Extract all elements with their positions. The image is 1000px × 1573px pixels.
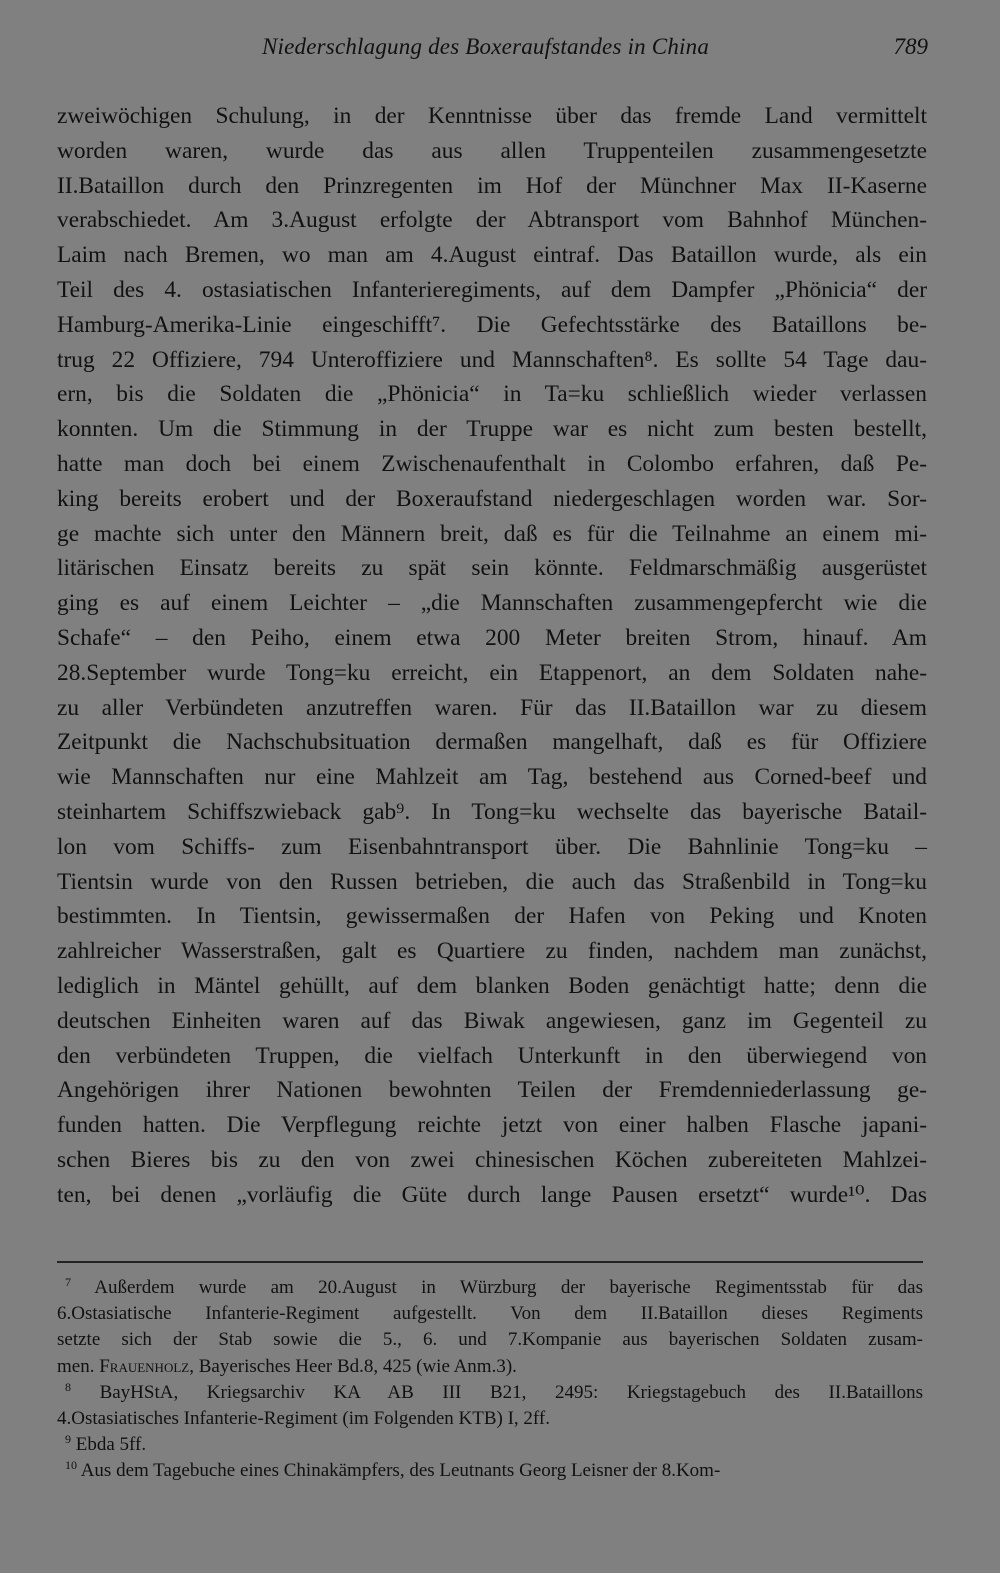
text-line: konnten. Um die Stimmung in der Truppe war es nicht zum besten bestellt, bbox=[57, 416, 927, 443]
text-line: steinhartem Schiffszwieback gab⁹. In Tong=ku wechselte das bayerische Batail- bbox=[57, 798, 927, 825]
footnote-author: Frauenholz bbox=[99, 1355, 190, 1377]
footnote-marker: 7 bbox=[65, 1275, 71, 1289]
footnote-text: Aus dem Tagebuche eines Chinakämpfers, des Leutnants Georg Leisner der 8.Kom- bbox=[80, 1460, 721, 1482]
text-line: wie Mannschaften nur eine Mahlzeit am Tag, bestehend aus Corned-beef und bbox=[57, 764, 927, 791]
footnote-text: , Bayerisches Heer Bd.8, 425 (wie Anm.3). bbox=[189, 1355, 517, 1377]
footnote-line bbox=[57, 1275, 923, 1301]
text-line: 28.September wurde Tong=ku erreicht, ein Etappenort, an dem Soldaten nahe- bbox=[57, 659, 927, 686]
text-line: zu aller Verbündeten anzutreffen waren. Für das II.Bataillon war zu diesem bbox=[57, 694, 927, 721]
footnote-marker: 8 bbox=[65, 1379, 71, 1394]
text-line: funden hatten. Die Verpflegung reichte jetzt von einer halben Flasche japani- bbox=[57, 1112, 927, 1139]
footnote-line: 4.Ostasiatisches Infanterie-Regiment (im Folgenden KTB) I, 2ff. bbox=[57, 1407, 550, 1429]
footnote-line bbox=[57, 1432, 923, 1458]
text-line: ging es auf einem Leichter – „die Mannschaften zusammengepfercht wie die bbox=[57, 590, 927, 617]
text-line: Zeitpunkt die Nachschubsituation dermaßen mangelhaft, daß es für Offiziere bbox=[57, 729, 927, 756]
text-line: Laim nach Bremen, wo man am 4.August eintraf. Das Bataillon wurde, als ein bbox=[57, 242, 927, 269]
footnote-text: Außerdem wurde am 20.August in Würzburg der bayerische Regimentsstab für das bbox=[94, 1277, 923, 1298]
text-line: schen Bieres bis zu den von zwei chinesischen Köchen zubereiteten Mahlzei- bbox=[57, 1146, 927, 1173]
text-line: lon vom Schiffs- zum Eisenbahntransport über. Die Bahnlinie Tong=ku – bbox=[57, 833, 927, 860]
page-number: 789 bbox=[893, 34, 928, 59]
text-line: ten, bei denen „vorläufig die Güte durch lange Pausen ersetzt“ wurde¹⁰. Das bbox=[57, 1181, 927, 1208]
text-line: worden waren, wurde das aus allen Truppenteilen zusammengesetzte bbox=[57, 137, 927, 164]
footnote-8 bbox=[57, 1380, 923, 1432]
text-line: den verbündeten Truppen, die vielfach Unterkunft in den überwiegend von bbox=[57, 1042, 927, 1069]
text-line: hatte man doch bei einem Zwischenaufenthalt in Colombo erfahren, daß Pe- bbox=[57, 450, 927, 477]
footnote-line bbox=[57, 1458, 923, 1484]
text-line: bestimmten. In Tientsin, gewissermaßen der Hafen von Peking und Knoten bbox=[57, 903, 927, 930]
text-line: zahlreicher Wasserstraßen, galt es Quartiere zu finden, nachdem man zunächst, bbox=[57, 938, 927, 965]
footnote-text: men. bbox=[57, 1355, 100, 1377]
text-line: Tientsin wurde von den Russen betrieben, die auch das Straßenbild in Tong=ku bbox=[57, 868, 927, 895]
text-line: lediglich in Mäntel gehüllt, auf dem blanken Boden genächtigt hatte; denn die bbox=[57, 972, 927, 999]
footnote-separator bbox=[57, 1261, 923, 1263]
text-line: zweiwöchigen Schulung, in der Kenntnisse über das fremde Land vermittelt bbox=[57, 103, 927, 129]
text-line: king bereits erobert und der Boxeraufstand niedergeschlagen worden war. Sor- bbox=[57, 485, 927, 512]
text-line: ern, bis die Soldaten die „Phönicia“ in Ta=ku schließlich wieder verlassen bbox=[57, 381, 927, 408]
main-text bbox=[57, 99, 927, 1213]
footnote-line: setzte sich der Stab sowie die 5., 6. und 7.Kompanie aus bayerischen Soldaten zusam- bbox=[57, 1329, 923, 1351]
footnote-text: BayHStA, Kriegsarchiv KA AB III B21, 2495: Kriegstagebuch des II.Bataillons bbox=[99, 1381, 923, 1403]
text-line: II.Bataillon durch den Prinzregenten im Hof der Münchner Max II-Kaserne bbox=[57, 172, 927, 199]
footnote-10 bbox=[57, 1458, 923, 1484]
footnotes bbox=[57, 1275, 923, 1485]
running-title: Niederschlagung des Boxeraufstandes in China bbox=[262, 34, 710, 59]
running-head bbox=[0, 34, 1000, 66]
text-line: Teil des 4. ostasiatischen Infanterieregiments, auf dem Dampfer „Phönicia“ der bbox=[57, 276, 927, 303]
footnote-text: Ebda 5ff. bbox=[75, 1434, 147, 1456]
text-line: Hamburg-Amerika-Linie eingeschifft⁷. Die Gefechtsstärke des Bataillons be- bbox=[57, 311, 927, 338]
footnote-line bbox=[57, 1354, 923, 1380]
footnote-marker: 9 bbox=[65, 1432, 71, 1447]
text-line: ge machte sich unter den Männern breit, daß es für die Teilnahme an einem mi- bbox=[57, 520, 927, 547]
footnote-line: 6.Ostasiatische Infanterie-Regiment aufgestellt. Von dem II.Bataillon dieses Regiments bbox=[57, 1303, 923, 1325]
text-line: verabschiedet. Am 3.August erfolgte der Abtransport vom Bahnhof München- bbox=[57, 207, 927, 234]
footnote-7 bbox=[57, 1275, 923, 1380]
text-line: trug 22 Offiziere, 794 Unteroffiziere und Mannschaften⁸. Es sollte 54 Tage dau- bbox=[57, 346, 927, 373]
footnote-9 bbox=[57, 1432, 923, 1458]
text-line: Angehörigen ihrer Nationen bewohnten Teilen der Fremdenniederlassung ge- bbox=[57, 1077, 927, 1104]
text-line: Schafe“ – den Peiho, einem etwa 200 Meter breiten Strom, hinauf. Am bbox=[57, 624, 927, 651]
footnote-marker: 10 bbox=[65, 1458, 77, 1473]
footnote-line bbox=[57, 1380, 923, 1406]
text-line: deutschen Einheiten waren auf das Biwak angewiesen, ganz im Gegenteil zu bbox=[57, 1007, 927, 1034]
text-line: litärischen Einsatz bereits zu spät sein könnte. Feldmarschmäßig ausgerüstet bbox=[57, 555, 927, 582]
